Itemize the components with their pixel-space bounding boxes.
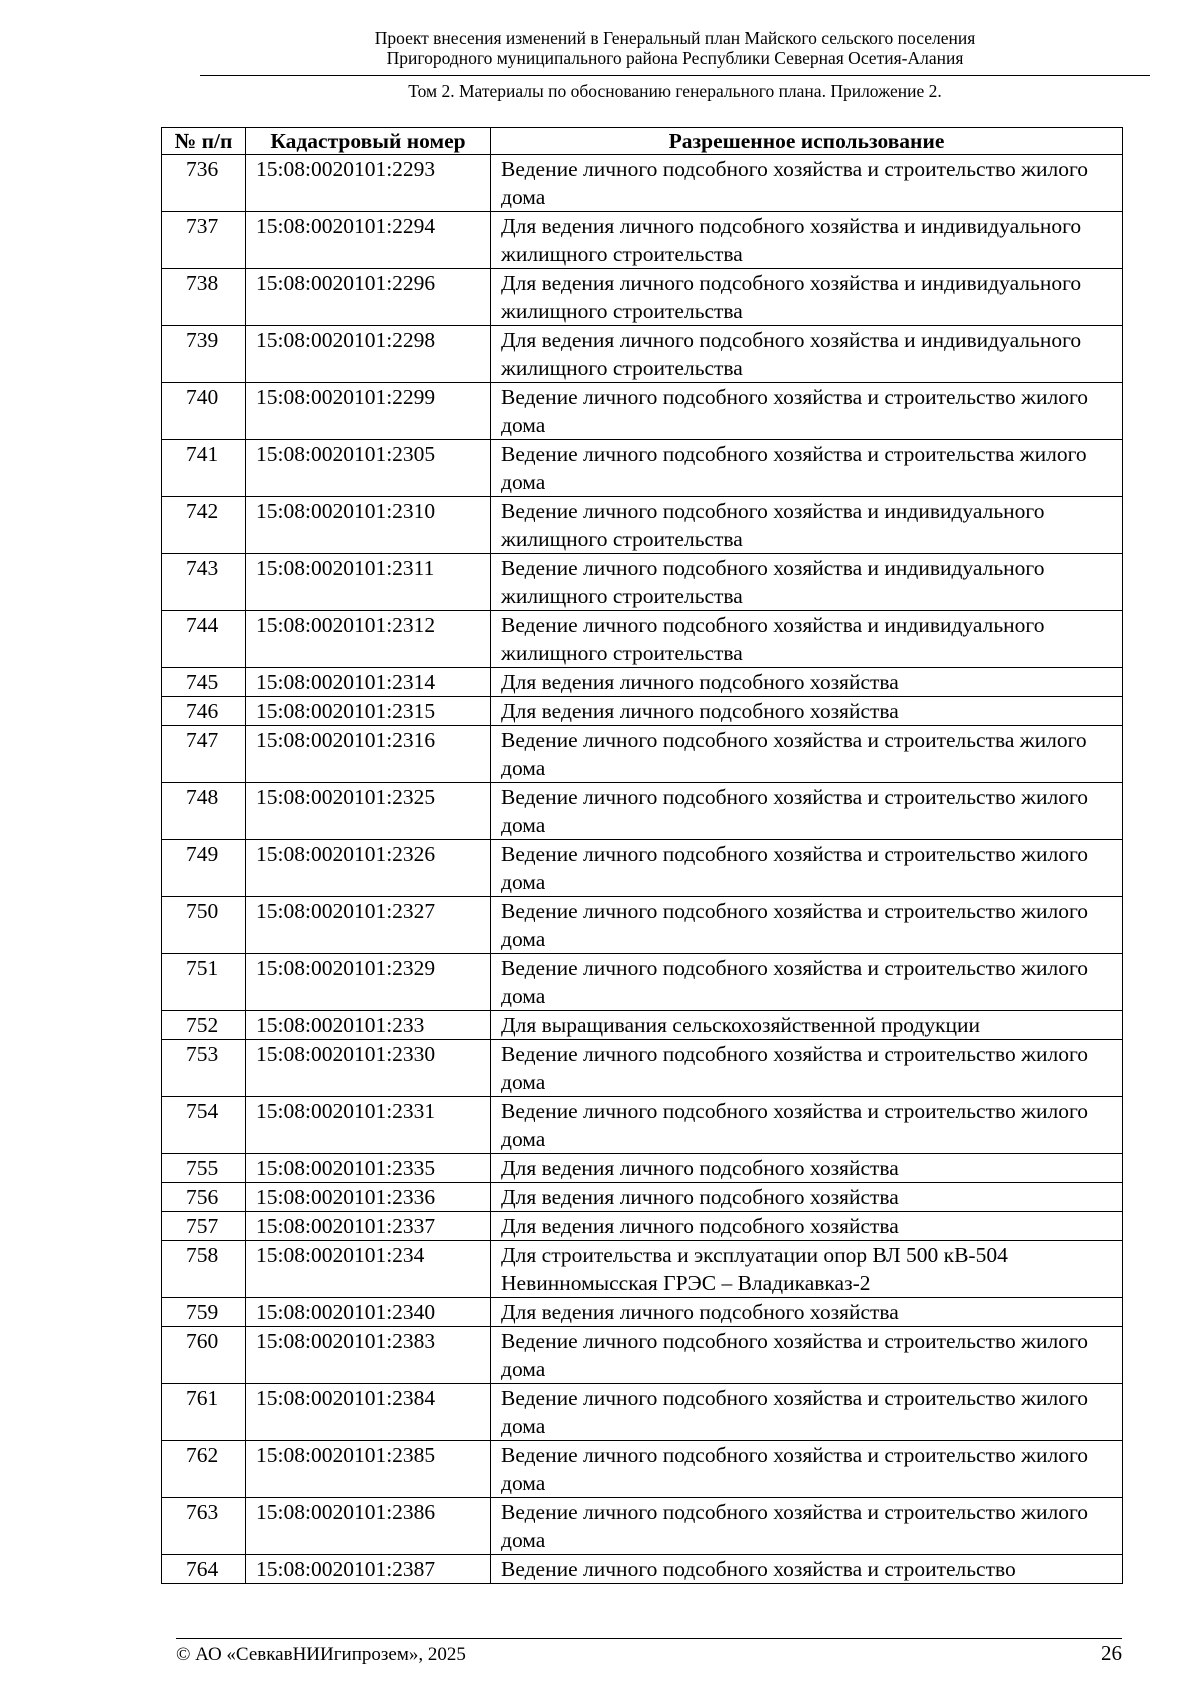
table-row xyxy=(162,1555,1123,1584)
cell-number: 748 xyxy=(162,783,246,840)
cell-permitted-use: Ведение личного подсобного хозяйства и строительство жилого дома xyxy=(491,954,1123,1011)
cell-number: 756 xyxy=(162,1183,246,1212)
table-row xyxy=(162,1040,1123,1097)
table-row xyxy=(162,1011,1123,1040)
table-row xyxy=(162,1154,1123,1183)
cell-permitted-use: Для строительства и эксплуатации опор ВЛ 500 кВ-504 Невинномысская ГРЭС – Владикавказ-2 xyxy=(491,1241,1123,1298)
cell-permitted-use: Ведение личного подсобного хозяйства и строительство xyxy=(491,1555,1123,1584)
table-row xyxy=(162,697,1123,726)
cell-cadastral-number: 15:08:0020101:2299 xyxy=(246,383,491,440)
cell-number: 738 xyxy=(162,269,246,326)
cell-number: 755 xyxy=(162,1154,246,1183)
cell-permitted-use: Ведение личного подсобного хозяйства и строительства жилого дома xyxy=(491,440,1123,497)
cell-number: 761 xyxy=(162,1384,246,1441)
cell-permitted-use: Для ведения личного подсобного хозяйства xyxy=(491,697,1123,726)
cell-permitted-use: Ведение личного подсобного хозяйства и строительство жилого дома xyxy=(491,1384,1123,1441)
cell-permitted-use: Ведение личного подсобного хозяйства и строительство жилого дома xyxy=(491,897,1123,954)
table-row xyxy=(162,1327,1123,1384)
cell-number: 758 xyxy=(162,1241,246,1298)
cell-number: 764 xyxy=(162,1555,246,1584)
cell-permitted-use: Ведение личного подсобного хозяйства и строительство жилого дома xyxy=(491,155,1123,212)
cell-cadastral-number: 15:08:0020101:2312 xyxy=(246,611,491,668)
page-number: 26 xyxy=(1101,1641,1122,1665)
cell-number: 751 xyxy=(162,954,246,1011)
table-header-row xyxy=(162,128,1123,155)
cell-cadastral-number: 15:08:0020101:2326 xyxy=(246,840,491,897)
footer-copyright: © АО «СевкавНИИгипрозем», 2025 xyxy=(176,1644,466,1665)
header-title-line2: Пригородного муниципального района Республики Северная Осетия-Алания xyxy=(386,48,964,68)
table-row xyxy=(162,1498,1123,1555)
cell-cadastral-number: 15:08:0020101:2330 xyxy=(246,1040,491,1097)
table-row xyxy=(162,554,1123,611)
table-row xyxy=(162,783,1123,840)
cell-number: 759 xyxy=(162,1298,246,1327)
cell-number: 763 xyxy=(162,1498,246,1555)
table-row xyxy=(162,954,1123,1011)
header-title-line1: Проект внесения изменений в Генеральный план Майского сельского поселения xyxy=(374,28,976,48)
cell-number: 745 xyxy=(162,668,246,697)
cell-number: 750 xyxy=(162,897,246,954)
table-row xyxy=(162,611,1123,668)
footer-divider xyxy=(176,1638,1122,1639)
cell-permitted-use: Для выращивания сельскохозяйственной продукции xyxy=(491,1011,1123,1040)
cell-cadastral-number: 15:08:0020101:2387 xyxy=(246,1555,491,1584)
cell-permitted-use: Ведение личного подсобного хозяйства и строительство жилого дома xyxy=(491,1327,1123,1384)
cell-permitted-use: Ведение личного подсобного хозяйства и строительство жилого дома xyxy=(491,1040,1123,1097)
cell-cadastral-number: 15:08:0020101:2327 xyxy=(246,897,491,954)
table-row xyxy=(162,668,1123,697)
cell-number: 753 xyxy=(162,1040,246,1097)
cell-number: 742 xyxy=(162,497,246,554)
cell-cadastral-number: 15:08:0020101:2315 xyxy=(246,697,491,726)
cell-number: 762 xyxy=(162,1441,246,1498)
cell-permitted-use: Ведение личного подсобного хозяйства и строительство жилого дома xyxy=(491,1441,1123,1498)
cell-permitted-use: Для ведения личного подсобного хозяйства xyxy=(491,1183,1123,1212)
cell-cadastral-number: 15:08:0020101:2316 xyxy=(246,726,491,783)
table-row xyxy=(162,326,1123,383)
table-row xyxy=(162,897,1123,954)
cell-cadastral-number: 15:08:0020101:2325 xyxy=(246,783,491,840)
cell-permitted-use: Ведение личного подсобного хозяйства и строительство жилого дома xyxy=(491,783,1123,840)
cell-permitted-use: Ведение личного подсобного хозяйства и строительство жилого дома xyxy=(491,840,1123,897)
table-row xyxy=(162,212,1123,269)
table-row xyxy=(162,1097,1123,1154)
cell-cadastral-number: 15:08:0020101:2310 xyxy=(246,497,491,554)
cell-cadastral-number: 15:08:0020101:2386 xyxy=(246,1498,491,1555)
table-row xyxy=(162,1241,1123,1298)
cell-number: 741 xyxy=(162,440,246,497)
cell-number: 760 xyxy=(162,1327,246,1384)
cell-number: 752 xyxy=(162,1011,246,1040)
column-header-permitted-use: Разрешенное использование xyxy=(491,128,1123,155)
cell-cadastral-number: 15:08:0020101:2383 xyxy=(246,1327,491,1384)
cell-number: 743 xyxy=(162,554,246,611)
cell-cadastral-number: 15:08:0020101:2335 xyxy=(246,1154,491,1183)
cell-permitted-use: Для ведения личного подсобного хозяйства и индивидуального жилищного строительства xyxy=(491,326,1123,383)
header-divider xyxy=(200,75,1150,76)
table-row xyxy=(162,1183,1123,1212)
table-row xyxy=(162,726,1123,783)
cell-cadastral-number: 15:08:0020101:2329 xyxy=(246,954,491,1011)
cell-cadastral-number: 15:08:0020101:2296 xyxy=(246,269,491,326)
cell-permitted-use: Для ведения личного подсобного хозяйства xyxy=(491,1154,1123,1183)
table-row xyxy=(162,1298,1123,1327)
cell-permitted-use: Ведение личного подсобного хозяйства и строительство жилого дома xyxy=(491,1097,1123,1154)
cell-cadastral-number: 15:08:0020101:233 xyxy=(246,1011,491,1040)
column-header-number: № п/п xyxy=(162,128,246,155)
table-row xyxy=(162,1441,1123,1498)
cell-cadastral-number: 15:08:0020101:2336 xyxy=(246,1183,491,1212)
cell-permitted-use: Ведение личного подсобного хозяйства и индивидуального жилищного строительства xyxy=(491,611,1123,668)
cell-cadastral-number: 15:08:0020101:2305 xyxy=(246,440,491,497)
cell-cadastral-number: 15:08:0020101:2314 xyxy=(246,668,491,697)
column-header-cadastral-number: Кадастровый номер xyxy=(246,128,491,155)
cell-permitted-use: Для ведения личного подсобного хозяйства и индивидуального жилищного строительства xyxy=(491,269,1123,326)
cell-cadastral-number: 15:08:0020101:2298 xyxy=(246,326,491,383)
table-row xyxy=(162,440,1123,497)
table-row xyxy=(162,1384,1123,1441)
table-row xyxy=(162,1212,1123,1241)
cell-cadastral-number: 15:08:0020101:2331 xyxy=(246,1097,491,1154)
cell-permitted-use: Для ведения личного подсобного хозяйства xyxy=(491,1212,1123,1241)
document-header xyxy=(200,28,1150,68)
header-subtitle: Том 2. Материалы по обоснованию генерального плана. Приложение 2. xyxy=(408,81,942,101)
cell-permitted-use: Ведение личного подсобного хозяйства и индивидуального жилищного строительства xyxy=(491,497,1123,554)
cell-number: 747 xyxy=(162,726,246,783)
cell-permitted-use: Для ведения личного подсобного хозяйства и индивидуального жилищного строительства xyxy=(491,212,1123,269)
table-row xyxy=(162,383,1123,440)
cell-permitted-use: Ведение личного подсобного хозяйства и строительство жилого дома xyxy=(491,383,1123,440)
cell-cadastral-number: 15:08:0020101:2293 xyxy=(246,155,491,212)
cell-number: 754 xyxy=(162,1097,246,1154)
table-row xyxy=(162,497,1123,554)
cell-cadastral-number: 15:08:0020101:2294 xyxy=(246,212,491,269)
cell-cadastral-number: 15:08:0020101:2337 xyxy=(246,1212,491,1241)
cell-cadastral-number: 15:08:0020101:2385 xyxy=(246,1441,491,1498)
cell-permitted-use: Для ведения личного подсобного хозяйства xyxy=(491,668,1123,697)
cell-number: 757 xyxy=(162,1212,246,1241)
cell-number: 740 xyxy=(162,383,246,440)
cell-cadastral-number: 15:08:0020101:234 xyxy=(246,1241,491,1298)
cell-permitted-use: Ведение личного подсобного хозяйства и индивидуального жилищного строительства xyxy=(491,554,1123,611)
cell-cadastral-number: 15:08:0020101:2340 xyxy=(246,1298,491,1327)
cell-number: 739 xyxy=(162,326,246,383)
cell-permitted-use: Для ведения личного подсобного хозяйства xyxy=(491,1298,1123,1327)
table-body xyxy=(162,155,1123,1584)
cadastral-table xyxy=(161,127,1123,1584)
cell-permitted-use: Ведение личного подсобного хозяйства и строительства жилого дома xyxy=(491,726,1123,783)
cell-number: 736 xyxy=(162,155,246,212)
table-row xyxy=(162,840,1123,897)
cell-cadastral-number: 15:08:0020101:2311 xyxy=(246,554,491,611)
cell-number: 744 xyxy=(162,611,246,668)
cell-number: 746 xyxy=(162,697,246,726)
table-row xyxy=(162,155,1123,212)
cell-number: 737 xyxy=(162,212,246,269)
table-row xyxy=(162,269,1123,326)
cell-permitted-use: Ведение личного подсобного хозяйства и строительство жилого дома xyxy=(491,1498,1123,1555)
cell-number: 749 xyxy=(162,840,246,897)
cell-cadastral-number: 15:08:0020101:2384 xyxy=(246,1384,491,1441)
